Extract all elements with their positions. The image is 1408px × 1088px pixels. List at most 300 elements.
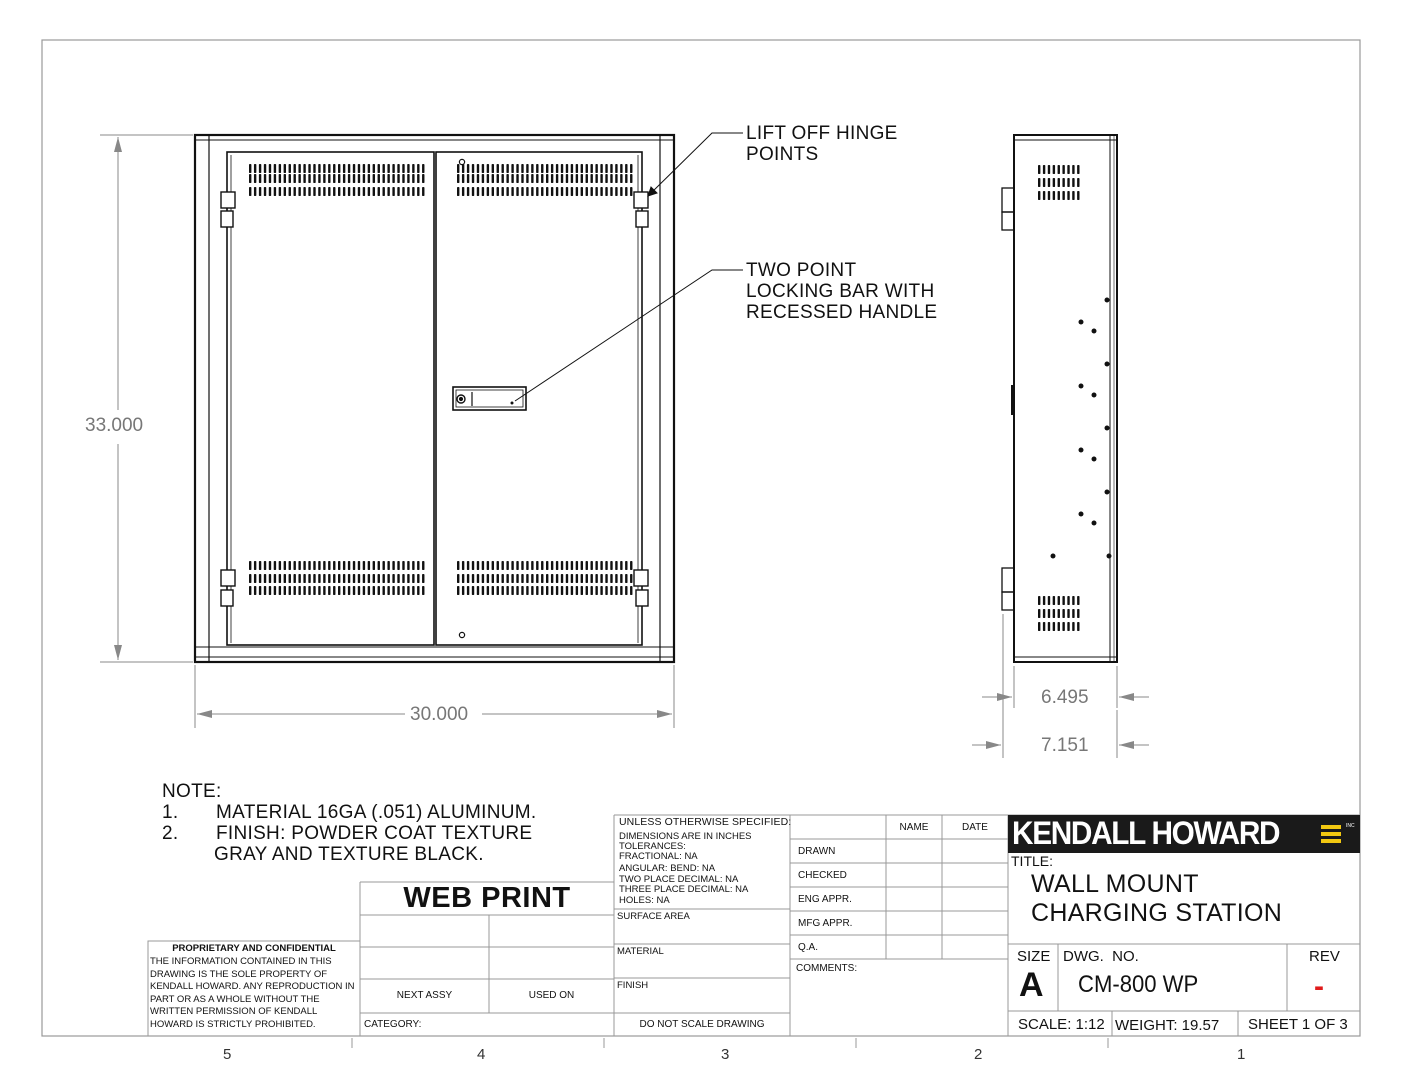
side-outer	[1014, 135, 1117, 662]
vent-slot	[615, 164, 617, 173]
vent-slot	[600, 174, 602, 183]
vent-slot	[492, 561, 494, 570]
vent-slot	[412, 561, 414, 570]
vent-slot	[1062, 596, 1064, 605]
vent-slot	[284, 174, 286, 183]
vent-slot	[1077, 191, 1079, 200]
vent-slot	[249, 164, 251, 173]
vent-slot	[422, 586, 424, 595]
vent-slot	[284, 574, 286, 583]
weight-value: WEIGHT: 19.57	[1115, 1017, 1220, 1034]
vent-slot	[1043, 165, 1045, 174]
vent-slot	[610, 174, 612, 183]
vent-slot	[397, 187, 399, 196]
vent-slot	[417, 574, 419, 583]
vent-slot	[516, 574, 518, 583]
used-on-label: USED ON	[528, 990, 575, 1001]
approvals-date-header: DATE	[962, 822, 988, 833]
vent-slot	[576, 174, 578, 183]
vent-slot	[402, 561, 404, 570]
proprietary-heading: PROPRIETARY AND CONFIDENTIAL	[172, 943, 336, 954]
vent-slot	[457, 561, 459, 570]
vent-slot	[600, 164, 602, 173]
vent-slot	[502, 174, 504, 183]
vent-slot	[536, 187, 538, 196]
vent-slot	[333, 174, 335, 183]
vent-slot	[363, 164, 365, 173]
vent-slot	[313, 164, 315, 173]
vent-slot	[259, 574, 261, 583]
note-2-num: 2.	[162, 823, 179, 844]
vent-slot	[338, 561, 340, 570]
proprietary-body: THE INFORMATION CONTAINED IN THIS DRAWING IS THE SOLE PROPERTY OF KENDALL HOWARD. ANY REPRODUCTION IN PART OR AS A WHOLE WITHOUT THE WRITTEN PERMISSION OF KENDALL HOWARD IS STRICTLY PROHIBITED.	[150, 956, 355, 1030]
vent-slot	[1048, 191, 1050, 200]
vent-slot	[412, 164, 414, 173]
spec-fractional: FRACTIONAL: NA	[619, 851, 698, 862]
vent-slot	[387, 574, 389, 583]
approvals-drawn: DRAWN	[798, 846, 836, 857]
vent-slot	[482, 187, 484, 196]
vent-slot	[1062, 622, 1064, 631]
vent-slot	[1048, 622, 1050, 631]
vent-slot	[566, 187, 568, 196]
vent-slot	[387, 164, 389, 173]
vent-slot	[318, 164, 320, 173]
vent-slot	[313, 561, 315, 570]
vent-slot	[546, 574, 548, 583]
vent-slot	[546, 561, 548, 570]
vent-slot	[591, 586, 593, 595]
vent-slot	[1072, 165, 1074, 174]
vent-slot	[526, 586, 528, 595]
vent-slot	[1067, 191, 1069, 200]
spec-angular: ANGULAR: BEND: NA	[619, 863, 716, 874]
vent-slot	[249, 187, 251, 196]
vent-slot	[516, 164, 518, 173]
vent-slot	[487, 574, 489, 583]
vent-slot	[308, 174, 310, 183]
vent-slot	[373, 164, 375, 173]
vent-slot	[591, 174, 593, 183]
leader-lines	[515, 133, 743, 401]
vent-slot	[274, 187, 276, 196]
vent-slot	[1058, 178, 1060, 187]
vent-slot	[502, 187, 504, 196]
vent-slot	[605, 174, 607, 183]
vent-slot	[541, 164, 543, 173]
dwg-no-label: DWG. NO.	[1063, 948, 1139, 965]
locking-handle	[453, 387, 526, 410]
vent-slot	[279, 574, 281, 583]
vent-slot	[407, 561, 409, 570]
vent-slot	[402, 586, 404, 595]
vent-slot	[561, 586, 563, 595]
vent-slot	[556, 586, 558, 595]
vent-slot	[387, 561, 389, 570]
vent-slot	[1058, 622, 1060, 631]
vent-slot	[487, 174, 489, 183]
vent-slot	[526, 561, 528, 570]
vent-slot	[343, 187, 345, 196]
vent-slot	[1053, 622, 1055, 631]
vent-slot	[546, 164, 548, 173]
vent-slot	[1048, 609, 1050, 618]
vent-slot	[477, 187, 479, 196]
zone-3: 3	[721, 1046, 730, 1063]
callout-lock-line2: LOCKING BAR WITH	[746, 281, 935, 302]
vent-slot	[308, 574, 310, 583]
vent-slot	[605, 561, 607, 570]
vent-slot	[472, 174, 474, 183]
vent-slot	[1048, 178, 1050, 187]
vent-slot	[561, 187, 563, 196]
vent-slot	[467, 574, 469, 583]
vent-slot	[467, 164, 469, 173]
vent-slot	[497, 174, 499, 183]
vent-slot	[328, 574, 330, 583]
vent-slot	[620, 574, 622, 583]
vent-slot	[407, 164, 409, 173]
spec-finish: FINISH	[617, 980, 649, 991]
vent-slot	[303, 174, 305, 183]
vent-slot	[541, 187, 543, 196]
vent-slot	[1043, 609, 1045, 618]
vent-slot	[422, 574, 424, 583]
vent-slot	[536, 574, 538, 583]
vent-slot	[254, 164, 256, 173]
vent-slot	[551, 586, 553, 595]
vent-slot	[368, 574, 370, 583]
vent-slot	[526, 187, 528, 196]
next-assy-label: NEXT ASSY	[396, 990, 453, 1001]
vent-slot	[521, 574, 523, 583]
vent-slot	[323, 174, 325, 183]
vent-slot	[298, 174, 300, 183]
company-name: KENDALL HOWARD	[1012, 815, 1280, 851]
vent-slot	[462, 574, 464, 583]
vent-slot	[294, 574, 296, 583]
vent-slot	[531, 561, 533, 570]
vent-slot	[289, 174, 291, 183]
note-1-num: 1.	[162, 802, 179, 823]
vent-slot	[318, 586, 320, 595]
vent-slot	[323, 586, 325, 595]
vent-slot	[581, 174, 583, 183]
vent-slot	[289, 574, 291, 583]
vent-slot	[462, 561, 464, 570]
vent-slot	[328, 586, 330, 595]
vent-slot	[521, 187, 523, 196]
vent-slot	[457, 164, 459, 173]
vent-slot	[595, 574, 597, 583]
vent-slot	[502, 164, 504, 173]
vent-slot	[279, 561, 281, 570]
vent-slot	[1077, 165, 1079, 174]
vent-slot	[482, 561, 484, 570]
vent-slot	[259, 164, 261, 173]
vent-slot	[294, 187, 296, 196]
vent-slot	[402, 164, 404, 173]
vent-slot	[318, 574, 320, 583]
vent-slot	[1067, 165, 1069, 174]
vent-slot	[353, 187, 355, 196]
vent-slot	[620, 164, 622, 173]
vent-slot	[497, 561, 499, 570]
vent-slot	[422, 561, 424, 570]
vent-slot	[259, 174, 261, 183]
spec-holes: HOLES: NA	[619, 895, 670, 906]
vent-slot	[1062, 609, 1064, 618]
vent-slot	[546, 174, 548, 183]
vent-slot	[551, 574, 553, 583]
vent-slot	[289, 561, 291, 570]
vent-slot	[571, 561, 573, 570]
zone-2: 2	[974, 1046, 983, 1063]
vent-slot	[571, 174, 573, 183]
vent-slot	[1038, 622, 1040, 631]
vent-slot	[407, 174, 409, 183]
vent-slot	[249, 561, 251, 570]
vent-slot	[566, 561, 568, 570]
vent-slot	[303, 164, 305, 173]
vent-slot	[412, 187, 414, 196]
category-label: CATEGORY:	[364, 1019, 422, 1030]
spec-tolerances: TOLERANCES:	[619, 841, 686, 852]
vent-slot	[1077, 609, 1079, 618]
spec-surface-area: SURFACE AREA	[617, 911, 690, 922]
vent-slot	[600, 187, 602, 196]
vent-slot	[511, 586, 513, 595]
spec-three-place: THREE PLACE DECIMAL: NA	[619, 884, 749, 895]
vent-slot	[615, 561, 617, 570]
vent-slot	[536, 586, 538, 595]
vent-slot	[610, 187, 612, 196]
vent-slot	[358, 164, 360, 173]
vent-slot	[502, 586, 504, 595]
vent-slot	[516, 174, 518, 183]
vent-slot	[348, 586, 350, 595]
vent-slot	[477, 174, 479, 183]
side-holes	[1051, 298, 1112, 559]
vent-slot	[412, 174, 414, 183]
vent-slot	[531, 164, 533, 173]
vent-slot	[333, 187, 335, 196]
vent-slot	[373, 174, 375, 183]
vent-slot	[581, 561, 583, 570]
vent-slot	[591, 164, 593, 173]
vent-slot	[328, 561, 330, 570]
vent-slot	[477, 561, 479, 570]
approvals-comments: COMMENTS:	[796, 963, 858, 974]
vent-slot	[630, 561, 632, 570]
size-value: A	[1019, 966, 1044, 1004]
vent-slot	[378, 174, 380, 183]
vent-slot	[482, 586, 484, 595]
vent-slot	[595, 174, 597, 183]
sheet-value: SHEET 1 OF 3	[1248, 1016, 1348, 1033]
vent-slot	[363, 187, 365, 196]
vent-slot	[467, 187, 469, 196]
vent-slot	[407, 574, 409, 583]
vent-slot	[625, 586, 627, 595]
vent-slot	[308, 187, 310, 196]
vent-slot	[353, 586, 355, 595]
vent-slot	[541, 586, 543, 595]
vent-slot	[392, 187, 394, 196]
vent-slot	[551, 187, 553, 196]
vent-slot	[373, 586, 375, 595]
vent-slot	[1067, 609, 1069, 618]
vent-slot	[556, 174, 558, 183]
vent-slot	[1048, 165, 1050, 174]
svg-text:INC: INC	[1346, 823, 1355, 829]
vent-slot	[506, 586, 508, 595]
vent-slot	[605, 586, 607, 595]
note-heading: NOTE:	[162, 781, 222, 802]
vent-slot	[1072, 596, 1074, 605]
vent-slot	[556, 574, 558, 583]
vent-slot	[279, 187, 281, 196]
vent-slot	[477, 586, 479, 595]
vent-slot	[605, 574, 607, 583]
vent-slot	[492, 574, 494, 583]
vent-slot	[467, 561, 469, 570]
vent-slot	[269, 187, 271, 196]
vent-slot	[506, 164, 508, 173]
zone-4: 4	[477, 1046, 486, 1063]
vent-slot	[1043, 191, 1045, 200]
vent-slot	[511, 574, 513, 583]
vent-slot	[521, 586, 523, 595]
vent-slot	[630, 164, 632, 173]
vent-slot	[1038, 596, 1040, 605]
side-view	[1002, 135, 1117, 662]
approvals-checked: CHECKED	[798, 870, 847, 881]
vent-slot	[264, 586, 266, 595]
vent-slot	[526, 164, 528, 173]
note-1-text: MATERIAL 16GA (.051) ALUMINUM.	[216, 802, 537, 823]
vent-slot	[511, 561, 513, 570]
vent-slot	[536, 174, 538, 183]
approvals-mfg-appr: MFG APPR.	[798, 918, 853, 929]
vent-slot	[492, 187, 494, 196]
vent-slot	[477, 164, 479, 173]
zone-5: 5	[223, 1046, 232, 1063]
vent-slot	[497, 164, 499, 173]
vent-slot	[600, 561, 602, 570]
vent-slot	[1038, 191, 1040, 200]
note-2-cont: GRAY AND TEXTURE BLACK.	[214, 844, 484, 865]
spec-unless: UNLESS OTHERWISE SPECIFIED:	[619, 816, 792, 828]
vent-slot	[571, 586, 573, 595]
vent-slot	[576, 574, 578, 583]
vent-slot	[254, 174, 256, 183]
vent-slot	[1077, 622, 1079, 631]
vent-slot	[343, 164, 345, 173]
vent-slot	[487, 164, 489, 173]
vent-slot	[353, 561, 355, 570]
dim-depth-inner: 6.495	[1038, 688, 1092, 707]
vent-slot	[521, 561, 523, 570]
title-label: TITLE:	[1011, 853, 1054, 869]
vent-slot	[264, 561, 266, 570]
vent-slot	[402, 574, 404, 583]
vent-slot	[417, 174, 419, 183]
vent-slot	[264, 164, 266, 173]
vent-slot	[373, 574, 375, 583]
vent-slot	[313, 187, 315, 196]
note-2-text: FINISH: POWDER COAT TEXTURE	[216, 823, 533, 844]
vent-slot	[625, 561, 627, 570]
vent-slot	[279, 174, 281, 183]
vent-slot	[1043, 596, 1045, 605]
vent-slot	[1058, 191, 1060, 200]
vent-slot	[378, 561, 380, 570]
vent-slot	[254, 574, 256, 583]
vent-slot	[1067, 622, 1069, 631]
vent-slot	[368, 187, 370, 196]
vent-slot	[630, 586, 632, 595]
vent-slot	[294, 561, 296, 570]
vent-slot	[595, 187, 597, 196]
vent-slot	[1072, 178, 1074, 187]
vent-slot	[363, 174, 365, 183]
vent-slot	[462, 164, 464, 173]
vent-slot	[294, 586, 296, 595]
vent-slot	[457, 574, 459, 583]
vent-slot	[462, 174, 464, 183]
vent-slot	[392, 574, 394, 583]
vent-slot	[274, 164, 276, 173]
vent-slot	[457, 174, 459, 183]
vent-slot	[274, 174, 276, 183]
vent-slot	[284, 561, 286, 570]
vent-slot	[298, 561, 300, 570]
vent-slot	[303, 586, 305, 595]
vent-slot	[1053, 165, 1055, 174]
vent-slot	[595, 561, 597, 570]
vent-slot	[556, 164, 558, 173]
vent-slot	[1053, 191, 1055, 200]
vent-slot	[383, 164, 385, 173]
vent-slot	[1038, 165, 1040, 174]
vent-slot	[269, 174, 271, 183]
vent-slot	[269, 586, 271, 595]
title-line1: WALL MOUNT	[1031, 870, 1199, 898]
vent-slot	[298, 164, 300, 173]
vent-slot	[541, 561, 543, 570]
vent-slot	[313, 174, 315, 183]
vent-slot	[328, 174, 330, 183]
vent-slot	[502, 561, 504, 570]
vent-slot	[1043, 178, 1045, 187]
vent-slot	[269, 561, 271, 570]
vent-slot	[620, 586, 622, 595]
vent-slot	[1062, 165, 1064, 174]
vent-slot	[383, 174, 385, 183]
vent-slot	[274, 561, 276, 570]
vent-slot	[348, 574, 350, 583]
vent-slot	[348, 164, 350, 173]
vent-slot	[561, 174, 563, 183]
front-view	[195, 135, 674, 662]
vent-slot	[1062, 178, 1064, 187]
vent-slot	[581, 164, 583, 173]
vent-slot	[615, 187, 617, 196]
vent-slot	[581, 586, 583, 595]
vent-slot	[279, 586, 281, 595]
vent-slot	[392, 174, 394, 183]
